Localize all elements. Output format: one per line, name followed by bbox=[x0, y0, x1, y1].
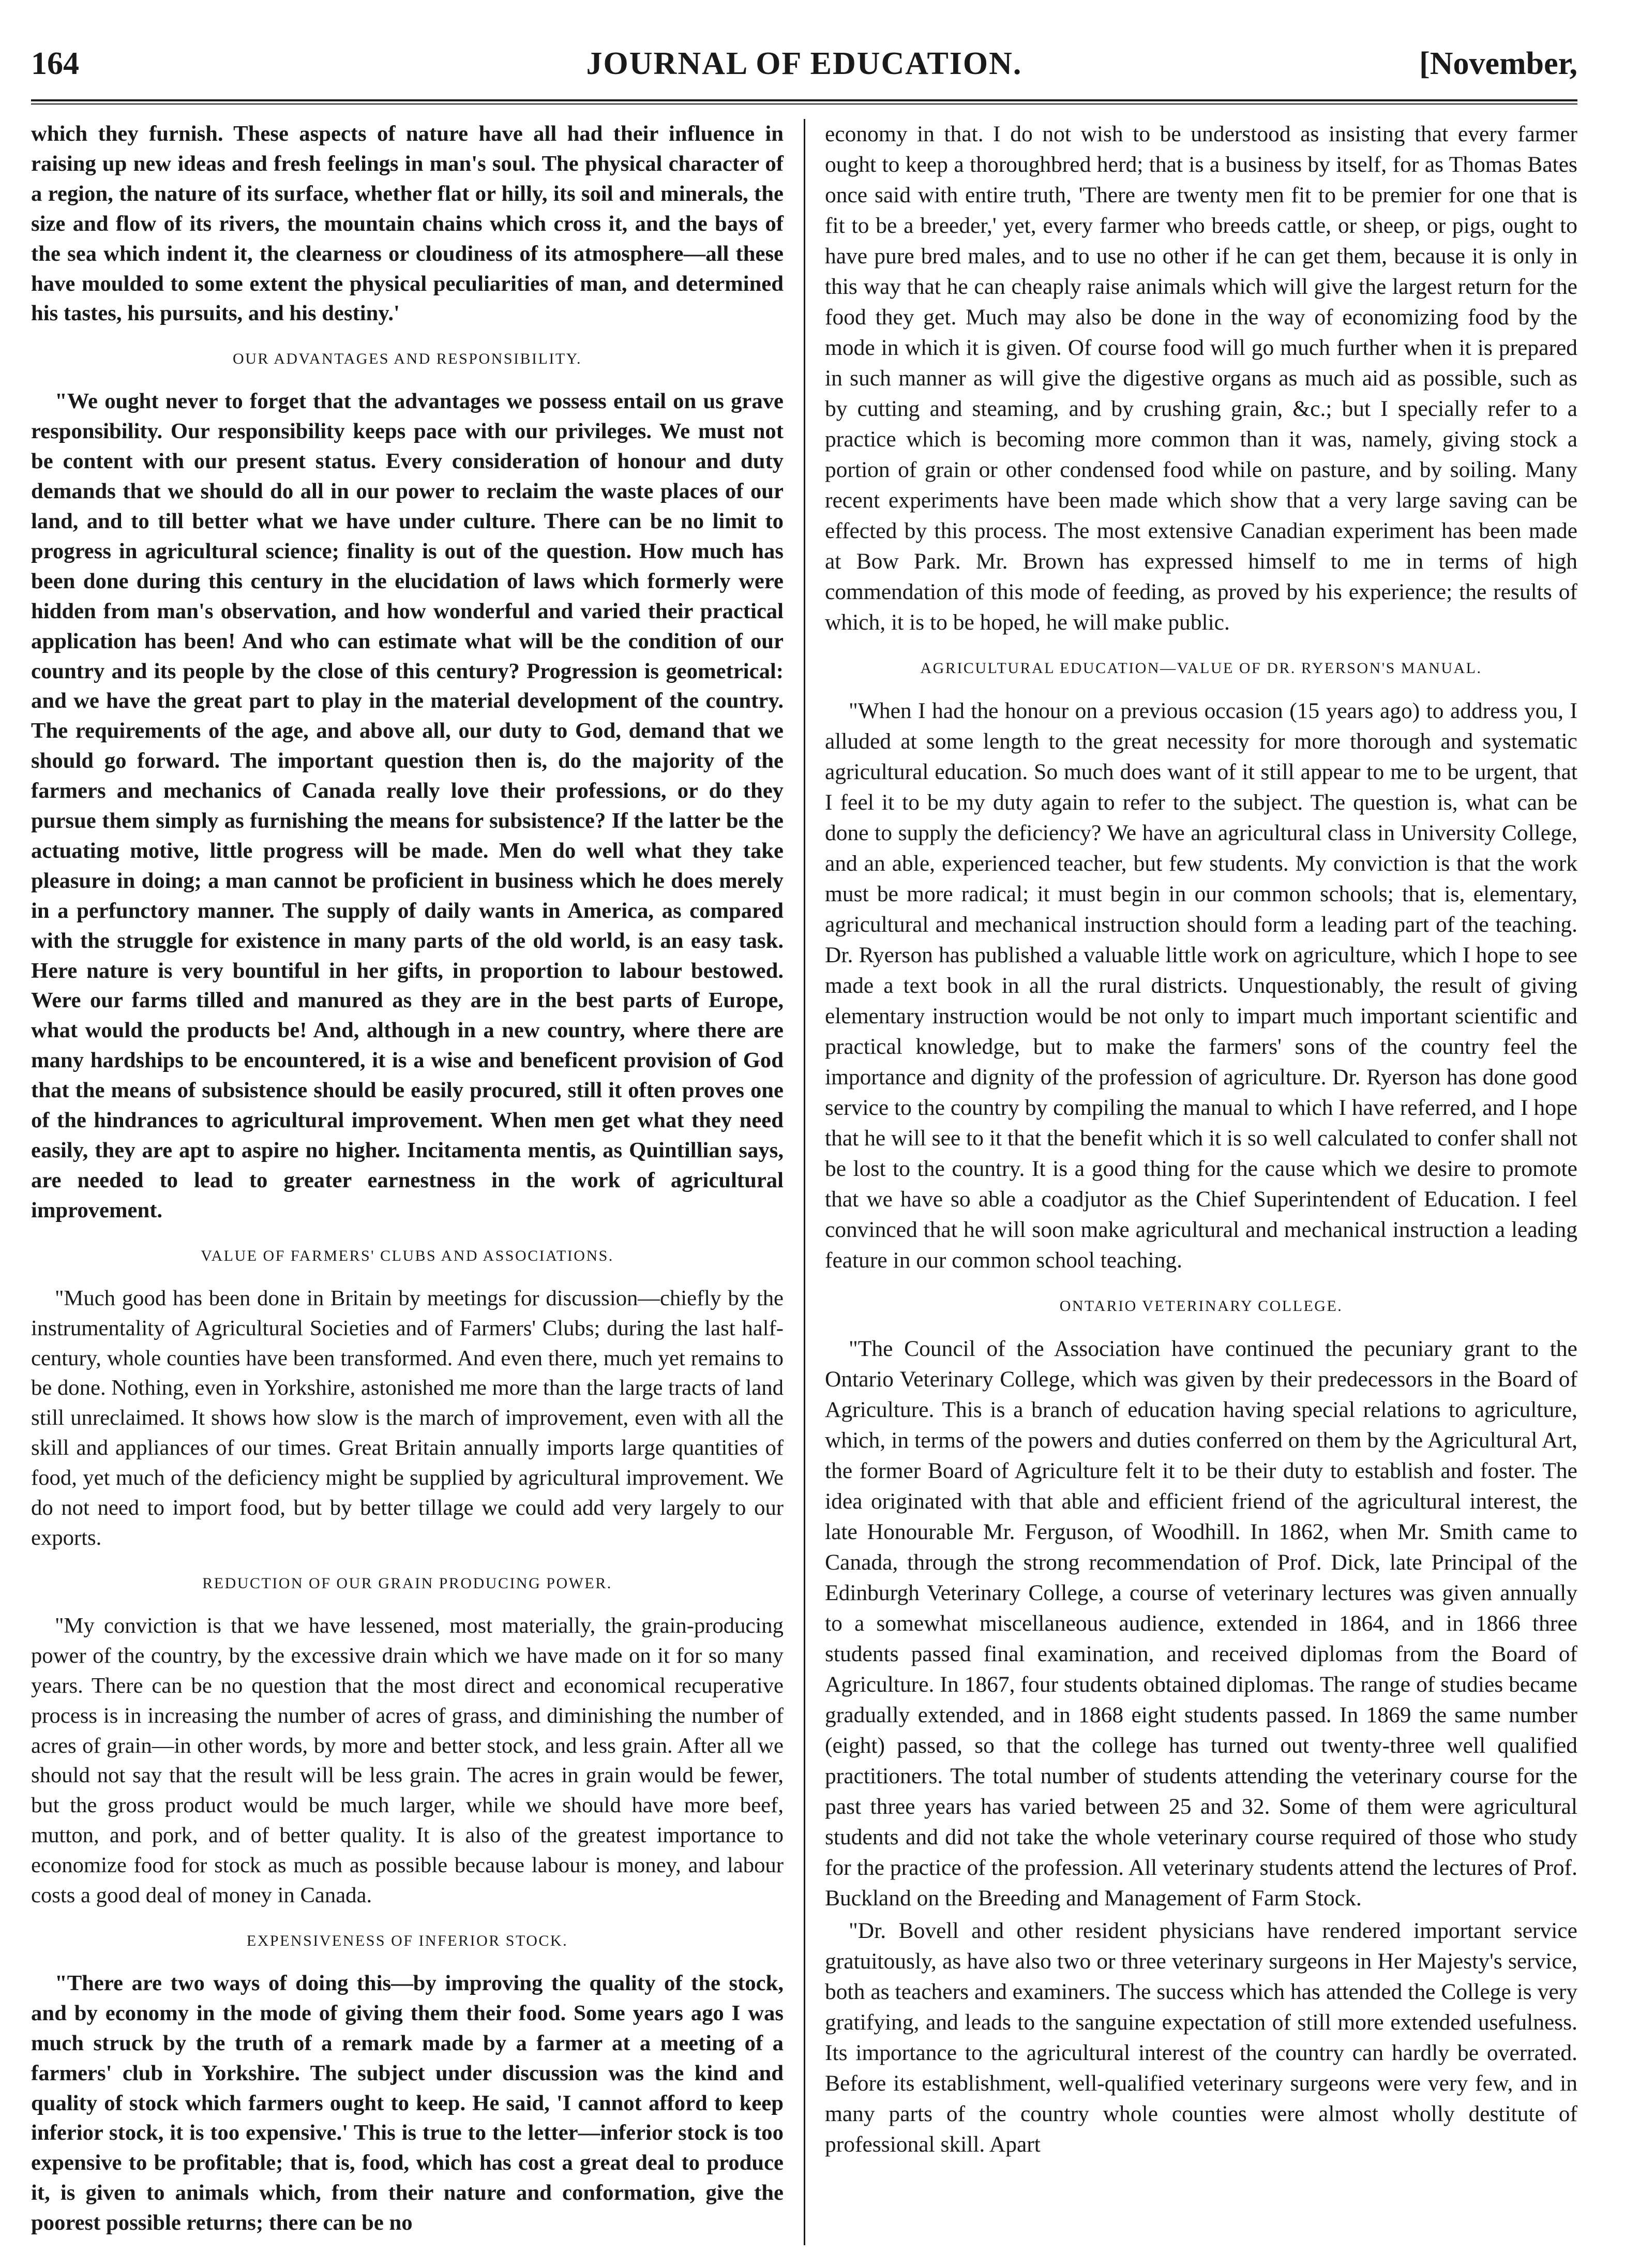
section-heading: EXPENSIVENESS OF INFERIOR STOCK. bbox=[246, 1932, 568, 1949]
paragraph: "Dr. Bovell and other resident physicians have rendered important service gratuitously, as have also two or three veterinary surgeons in Her Majesty's service, both as teachers and examiners. The success which has attended the College is very gratifying, and leads to the sanguine expectation of still more extended usefulness. Its importance to the agricultural interest of the country can hardly be overrated. Before its establishment, well-qualified veterinary surgeons were very few, and in many parts of the country whole counties were almost wholly destitute of professional skill. Apart bbox=[825, 1918, 1577, 2157]
section-heading: VALUE OF FARMERS' CLUBS AND ASSOCIATIONS. bbox=[201, 1247, 614, 1264]
left-column bbox=[31, 119, 784, 2238]
paragraph: which they furnish. These aspects of nature have all had their influence in raising up new ideas and fresh feelings in man's soul. The physical character of a region, the nature of its surface, whether flat or hilly, its soil and minerals, the size and flow of its rivers, the mountain chains which cross it, and the bays of the sea which indent it, the clearness or cloudiness of its atmosphere—all these have moulded to some extent the physical peculiarities of man, and determined his tastes, his pursuits, and his destiny.' bbox=[31, 122, 784, 326]
right-column bbox=[825, 119, 1577, 2160]
paragraph: "My conviction is that we have lessened, most materially, the grain-producing power of the country, by the excessive drain which we have made on it for so many years. There can be no question that the most direct and economical recuperative process is in increasing the number of acres of grass, and diminishing the number of acres of grain—in other words, by more and better stock, and less grain. After all we should not say that the result will be less grain. The acres in grain would be fewer, but the gross product would be much larger, while we should have more beef, mutton, and pork, and of better quality. It is also of the greatest importance to economize food for stock as much as possible because labour is money, and labour costs a good deal of money in Canada. bbox=[31, 1613, 784, 1908]
journal-title: JOURNAL OF EDUCATION. bbox=[586, 46, 1022, 81]
section-heading: OUR ADVANTAGES AND RESPONSIBILITY. bbox=[233, 350, 582, 368]
paragraph: economy in that. I do not wish to be understood as insisting that every farmer ought to keep a thoroughbred herd; that is a business by itself, for as Thomas Bates once said with entire truth, 'There are twenty men fit to be premier for one that is fit to be a breeder,' yet, every farmer who breeds cattle, or sheep, or pigs, ought to have pure bred males, and to use no other if he can get them, because it is only in this way that he can cheaply raise animals which will give the largest return for the food they get. Much may also be done in the way of economizing food by the mode in which it is given. Of course food will go much further when it is prepared in such manner as will give the digestive organs as much aid as possible, such as by cutting and steaming, and by crushing grain, &c.; but I specially refer to a practice which is becoming more common than it was, namely, giving stock a portion of grain or other condensed food while on pasture, and by soiling. Many recent experiments have been made which show that a very large saving can be effected by this process. The most extensive Canadian experiment has been made at Bow Park. Mr. Brown has expressed himself to me in terms of high commendation of this mode of feeding, as proved by his experience; the results of which, it is to be hoped, he will make public. bbox=[825, 122, 1577, 635]
section-heading: AGRICULTURAL EDUCATION—VALUE OF DR. RYERSON'S MANUAL. bbox=[920, 660, 1482, 677]
page-number: 164 bbox=[31, 46, 79, 81]
paragraph: "There are two ways of doing this—by improving the quality of the stock, and by economy in the mode of giving them their food. Some years ago I was much struck by the truth of a remark made by a farmer at a meeting of a farmers' club in Yorkshire. The subject under discussion was the kind and quality of stock which farmers ought to keep. He said, 'I cannot afford to keep inferior stock, it is too expensive.' This is true to the letter—inferior stock is too expensive to be profitable; that is, food, which has cost a great deal to produce it, is given to animals which, from their nature and conformation, give the poorest possible returns; there can be no bbox=[31, 1971, 784, 2235]
section-heading: REDUCTION OF OUR GRAIN PRODUCING POWER. bbox=[202, 1574, 612, 1592]
journal-page bbox=[31, 36, 1577, 2250]
header-rule-thin bbox=[31, 103, 1577, 105]
paragraph: "Much good has been done in Britain by meetings for discussion—chiefly by the instrumentality of Agricultural Societies and of Farmers' Clubs; during the last half-century, whole counties have been transformed. And even there, much yet remains to be done. Nothing, even in Yorkshire, astonished me more than the large tracts of land still unreclaimed. It shows how slow is the march of improvement, even with all the skill and appliances of our times. Great Britain annually imports large quantities of food, yet much of the deficiency might be supplied by agricultural improvement. We do not need to import food, but by better tillage we could add very largely to our exports. bbox=[31, 1286, 784, 1550]
page-header bbox=[31, 36, 1577, 88]
section-heading: ONTARIO VETERINARY COLLEGE. bbox=[1059, 1297, 1343, 1315]
paragraph: "The Council of the Association have continued the pecuniary grant to the Ontario Veterinary College, which was given by their predecessors in the Board of Agriculture. This is a branch of education having special relations to agriculture, which, in terms of the powers and duties conferred on them by the Agricultural Art, the former Board of Agriculture felt it to be their duty to establish and foster. The idea originated with that able and efficient friend of the agricultural interest, the late Honourable Mr. Ferguson, of Woodhill. In 1862, when Mr. Smith came to Canada, through the strong recommendation of Prof. Dick, late Principal of the Edinburgh Veterinary College, a course of veterinary lectures was given annually to a somewhat miscellaneous audience, extended in 1864, and in 1866 three students passed final examination, and received diplomas from the Board of Agriculture. In 1867, four students obtained diplomas. The range of studies became gradually extended, and in 1868 eight students passed. In 1869 the same number (eight) passed, so that the college has turned out twenty-three well qualified practitioners. The total number of students attending the veterinary course for the past three years has varied between 25 and 32. Some of them were agricultural students and did not take the whole veterinary course required of those who study for the practice of the profession. All veterinary students attend the lectures of Prof. Buckland on the Breeding and Management of Farm Stock. bbox=[825, 1336, 1577, 1911]
issue-month: [November, bbox=[1419, 46, 1577, 81]
paragraph: "We ought never to forget that the advantages we possess entail on us grave responsibility. Our responsibility keeps pace with our privileges. We must not be content with our present status. Every consideration of honour and duty demands that we should do all in our power to reclaim the waste places of our land, and to till better what we have under culture. There can be no limit to progress in agricultural science; finality is out of the question. How much has been done during this century in the elucidation of laws which formerly were hidden from man's observation, and how wonderful and varied their practical application has been! And who can estimate what will be the condition of our country and its people by the close of this century? Progression is geometrical: and we have the great part to play in the material development of the country. The requirements of the age, and above all, our duty to God, demand that we should go forward. The important question then is, do the majority of the farmers and mechanics of Canada really love their professions, or do they pursue them simply as furnishing the means for subsistence? If the latter be the actuating motive, little progress will be made. Men do well what they take pleasure in doing; a man cannot be proficient in business which he does merely in a perfunctory manner. The supply of daily wants in America, as compared with the struggle for existence in many parts of the old world, is an easy task. Here nature is very bountiful in her gifts, in proportion to labour bestowed. Were our farms tilled and manured as they are in the best parts of Europe, what would the products be! And, although in a new country, where there are many hardships to be encountered, it is a wise and beneficent provision of God that the means of subsistence should be easily procured, still it often proves one of the hindrances to agricultural improvement. When men get what they need easily, they are apt to aspire no higher. Incitamenta mentis, as Quintillian says, are needed to lead to greater earnestness in the work of agricultural improvement. bbox=[31, 389, 784, 1222]
header-rule-thick bbox=[31, 99, 1577, 101]
column-divider bbox=[804, 119, 805, 2245]
paragraph: "When I had the honour on a previous occasion (15 years ago) to address you, I alluded at some length to the great necessity for more thorough and systematic agricultural education. So much does want of it still appear to me to be urgent, that I feel it to be my duty again to refer to the subject. The question is, what can be done to supply the deficiency? We have an agricultural class in University College, and an able, experienced teacher, but few students. My conviction is that the work must be more radical; it must begin in our common schools; that is, elementary, agricultural and mechanical instruction should form a leading part of the teaching. Dr. Ryerson has published a valuable little work on agriculture, which I hope to see made a text book in all the rural districts. Unquestionably, the result of giving elementary instruction would be not only to impart much important scientific and practical knowledge, but to make the farmers' sons of the country feel the importance and dignity of the profession of agriculture. Dr. Ryerson has done good service to the country by compiling the manual to which I have referred, and I hope that he will see to it that the benefit which it is so well calculated to confer shall not be lost to the country. It is a good thing for the cause which we desire to promote that we have so able a coadjutor as the Chief Superintendent of Education. I feel convinced that he will soon make agricultural and mechanical instruction a leading feature in our common school teaching. bbox=[825, 698, 1577, 1273]
